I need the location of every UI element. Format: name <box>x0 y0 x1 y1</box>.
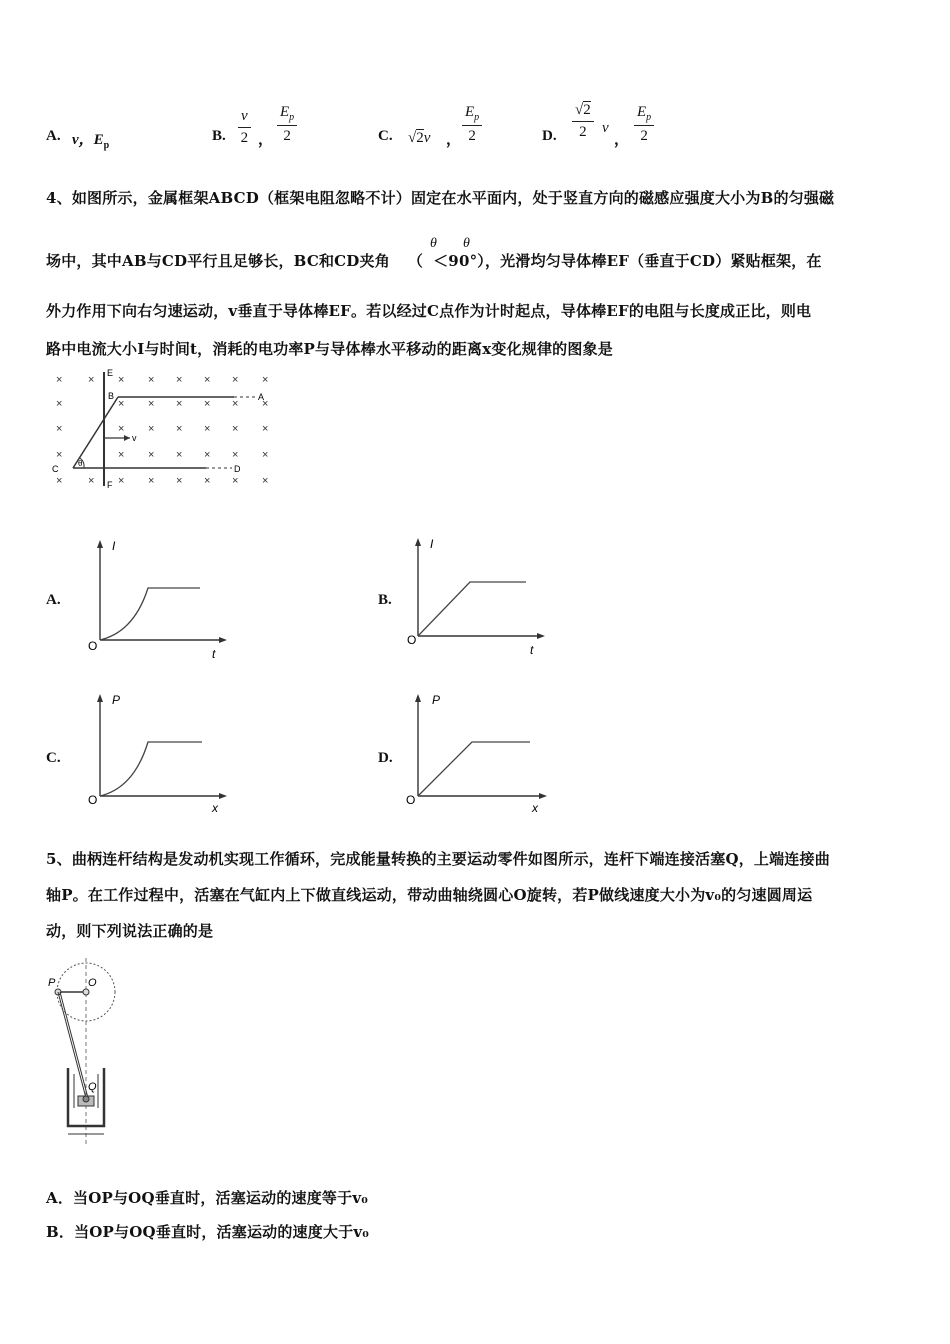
q3-option-a-value: v，E <box>72 132 104 148</box>
graph-b-line <box>418 582 526 636</box>
q4-line-2-part-b: （ <box>407 252 424 270</box>
q4-text-line-4: 路中电流大小I与时间t，消耗的电功率P与导体棒水平移动的距离x变化规律的图象是 <box>46 340 613 358</box>
q3-option-b-frac2-num: E <box>280 104 290 120</box>
q4-graph-d[interactable] <box>392 690 562 818</box>
q5-text-line-2: 轴P。在工作过程中，活塞在气缸内上下做直线运动，带动曲轴绕圆心O旋转，若P做线速度大小为v₀的匀速圆周运 <box>46 886 813 904</box>
q4-text-line-3: 外力作用下向右匀速运动，v垂直于导体棒EF。若以经过C点作为计时起点，导体棒EF的电阻与长度成正比，则电 <box>46 302 812 320</box>
field-cross: × <box>176 398 183 410</box>
graph-b-ylabel: I <box>430 537 434 551</box>
label-a: A <box>258 392 265 402</box>
q5-text-line-1: 5、曲柄连杆结构是发动机实现工作循环，完成能量转换的主要运动零件如图所示，连杆下端连接活塞Q，上端连接曲 <box>46 850 830 868</box>
q3-option-c-var: v <box>423 130 431 146</box>
q3-option-d-frac2-den: 2 <box>640 128 648 144</box>
field-cross: × <box>148 475 155 487</box>
field-cross: × <box>232 475 239 487</box>
field-cross: × <box>56 475 63 487</box>
q3-option-b-frac2 <box>277 104 297 145</box>
graph-a-origin: O <box>88 639 98 653</box>
q3-option-c-expr: √2v <box>408 130 431 146</box>
label-theta: θ <box>78 459 83 468</box>
q4-graph-d-label[interactable]: D. <box>378 750 393 766</box>
graph-c-origin: O <box>88 793 98 807</box>
field-cross: × <box>204 374 211 386</box>
field-cross: × <box>56 449 63 461</box>
q4-frame-diagram <box>46 366 286 496</box>
q3-option-b-frac1-den: 2 <box>240 130 249 146</box>
label-c: C <box>52 464 59 474</box>
graph-a-ylabel: I <box>112 539 116 553</box>
q5-text-line-3: 动，则下列说法正确的是 <box>46 922 214 940</box>
q3-option-c-frac-num: E <box>465 104 475 120</box>
graph-a-xlabel: t <box>212 647 216 661</box>
field-cross: × <box>262 449 269 461</box>
field-cross: × <box>176 423 183 435</box>
q3-option-d-frac1: $\frac{√2}{2}$ <box>572 102 594 141</box>
field-cross: × <box>148 423 155 435</box>
velocity-arrow-head <box>124 435 130 441</box>
q3-option-c-label: C. <box>378 128 393 144</box>
field-cross: × <box>118 398 125 410</box>
q5-option-b[interactable]: B．当OP与OQ垂直时，活塞运动的速度大于v₀ <box>46 1223 370 1241</box>
q3-option-b-frac2-den: 2 <box>283 128 291 144</box>
graph-d-ylabel: P <box>432 693 441 707</box>
label-p: P <box>48 977 56 989</box>
graph-d-line <box>418 742 530 796</box>
label-q: Q <box>88 1081 97 1093</box>
q3-option-d-frac1-den: 2 <box>579 124 587 140</box>
label-d: D <box>234 464 241 474</box>
q3-option-c-frac-den: 2 <box>468 128 476 144</box>
field-cross: × <box>176 449 183 461</box>
point-o <box>83 989 89 995</box>
graph-c-xlabel: x <box>212 801 218 815</box>
q4-graph-a[interactable] <box>72 536 242 664</box>
q4-text-line-2 <box>46 250 822 271</box>
field-cross: × <box>204 398 211 410</box>
graph-c-curve <box>100 742 202 796</box>
q4-graph-c-label[interactable]: C. <box>46 750 61 766</box>
q3-option-d-frac2 <box>634 104 654 145</box>
point-q <box>83 1096 89 1102</box>
graph-c-ylabel: P <box>112 693 121 707</box>
field-cross: × <box>148 449 155 461</box>
q3-option-b-frac1-num: v <box>238 108 251 128</box>
field-cross: × <box>56 398 63 410</box>
q3-option-d-sep: ， <box>614 132 630 148</box>
field-cross: × <box>176 475 183 487</box>
q3-option-d-label: D. <box>542 128 557 144</box>
q3-option-b-sep: ， <box>258 132 274 148</box>
q3-option-c-sep: ， <box>446 132 462 148</box>
q4-graph-b-label[interactable]: B. <box>378 592 392 608</box>
q4-text-line-1: 4、如图所示，金属框架ABCD（框架电阻忽略不计）固定在水平面内，处于竖直方向的磁感应强度大小为B的匀强磁 <box>46 189 835 207</box>
label-b: B <box>108 391 115 401</box>
field-cross: × <box>232 374 239 386</box>
q4-graph-b[interactable] <box>392 534 562 662</box>
field-cross: × <box>232 423 239 435</box>
q3-option-c-frac <box>462 104 482 145</box>
q4-theta-raised-2: θ <box>463 236 470 251</box>
field-cross: × <box>262 423 269 435</box>
frame-edge-bc <box>73 397 118 468</box>
q3-option-d-frac2-num: E <box>637 104 647 120</box>
q4-line-2-part-c: ＜90°），光滑均匀导体棒EF（垂直于CD）紧贴框架，在 <box>433 252 822 270</box>
field-cross: × <box>262 475 269 487</box>
field-cross: × <box>118 423 125 435</box>
graph-d-xlabel: x <box>532 801 538 815</box>
label-e: E <box>107 368 114 378</box>
q4-graph-a-label[interactable]: A. <box>46 592 61 608</box>
field-cross: × <box>232 398 239 410</box>
field-cross: × <box>88 374 95 386</box>
q3-option-c-frac-sub: p <box>474 112 480 123</box>
graph-b-xlabel: t <box>530 643 534 657</box>
field-cross: × <box>176 374 183 386</box>
field-cross: × <box>232 449 239 461</box>
q3-option-d-var: v <box>602 120 609 136</box>
field-cross: × <box>262 398 269 410</box>
graph-a-curve <box>100 588 200 640</box>
q4-line-2-part-a: 场中，其中AB与CD平行且足够长，BC和CD夹角 <box>46 252 390 270</box>
label-o: O <box>88 977 97 989</box>
field-cross: × <box>88 475 95 487</box>
field-cross: × <box>118 374 125 386</box>
field-cross: × <box>118 475 125 487</box>
q3-option-a-label: A. <box>46 128 61 144</box>
q5-crank-diagram <box>46 956 126 1156</box>
q3-option-b-frac2-sub: p <box>289 112 295 123</box>
q3-option-c-sqrt: 2 <box>416 130 424 146</box>
field-cross: × <box>204 449 211 461</box>
field-cross: × <box>204 423 211 435</box>
label-v: v <box>132 433 137 443</box>
q3-option-b-frac1 <box>238 108 251 147</box>
field-cross: × <box>56 423 63 435</box>
q3-option-d-frac1-sqrt: 2 <box>583 102 591 118</box>
q3-option-b-label: B. <box>212 128 226 144</box>
q4-graph-c[interactable] <box>72 690 242 818</box>
connecting-rod <box>58 992 86 1098</box>
q3-option-d-frac2-sub: p <box>646 112 652 123</box>
q5-option-a[interactable]: A．当OP与OQ垂直时，活塞运动的速度等于v₀ <box>46 1189 369 1207</box>
field-cross: × <box>56 374 63 386</box>
q3-option-a-sub: p <box>103 140 110 151</box>
field-cross: × <box>118 449 125 461</box>
q3-option-a-text <box>72 128 109 151</box>
graph-d-origin: O <box>406 793 416 807</box>
field-cross: × <box>148 398 155 410</box>
field-cross: × <box>148 374 155 386</box>
label-f: F <box>107 480 113 490</box>
q4-theta-raised-1: θ <box>430 236 437 251</box>
field-cross: × <box>262 374 269 386</box>
graph-b-origin: O <box>407 633 417 647</box>
field-cross: × <box>204 475 211 487</box>
